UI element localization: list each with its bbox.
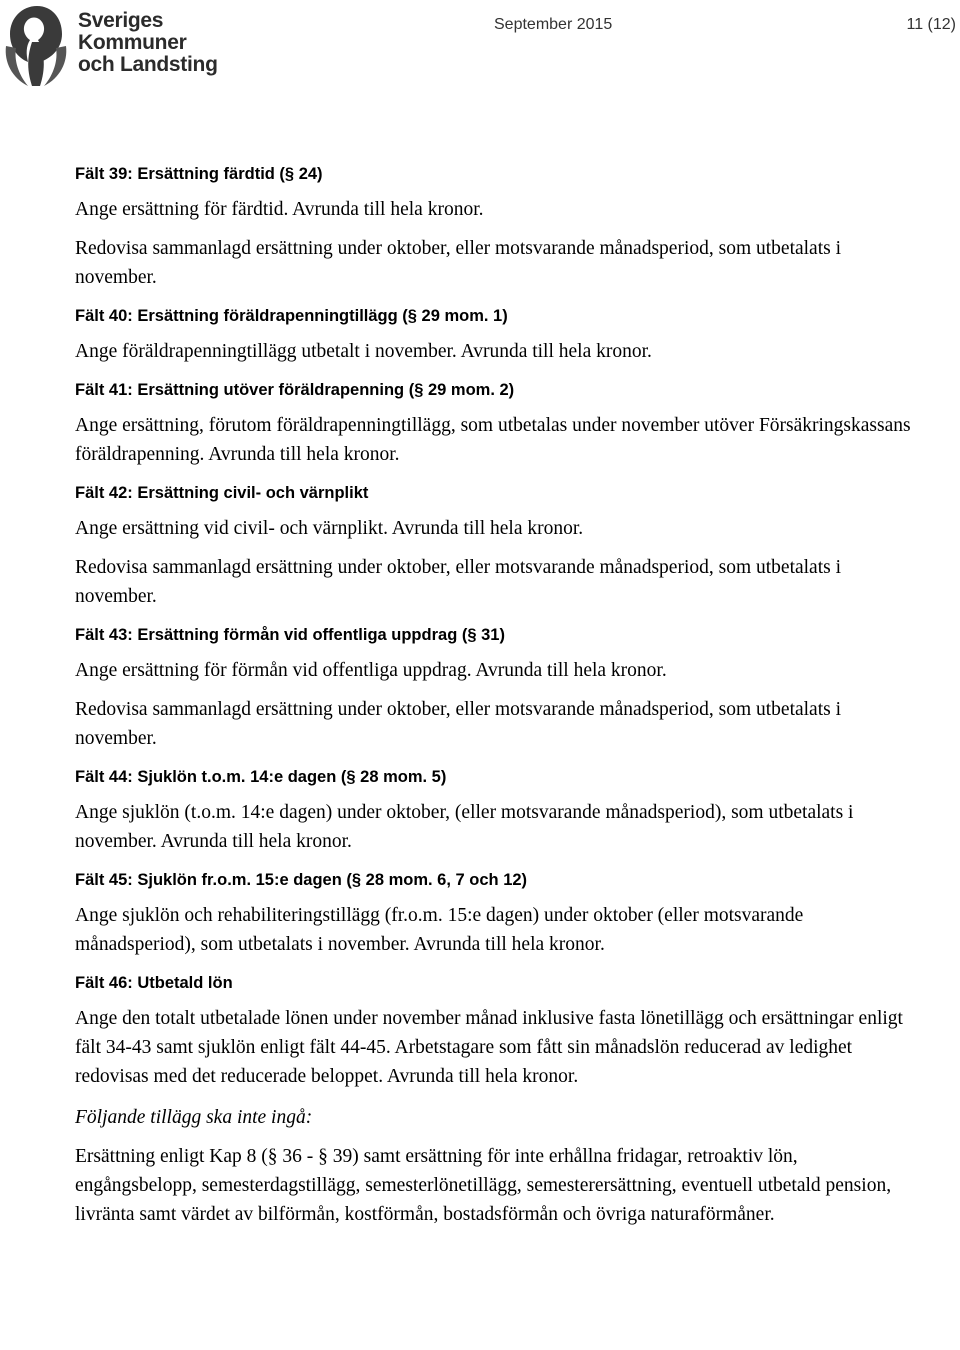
section-heading: Fält 41: Ersättning utöver föräldrapenning (§ 29 mom. 2) [75,381,515,399]
logo-wordmark [78,10,218,76]
section-paragraph: Redovisa sammanlagd ersättning under oktober, eller motsvarande månadsperiod, som utbetalats i november. [75,699,842,749]
header-page-number: 11 (12) [906,16,956,33]
logo-line-3: och Landsting [78,53,218,76]
section-heading: Fält 39: Ersättning färdtid (§ 24) [75,165,323,183]
section-heading: Fält 42: Ersättning civil- och värnplikt [75,484,369,502]
section-falt-40 [75,304,915,366]
logo-line-2: Kommuner [78,31,187,54]
section-paragraph: Ange den totalt utbetalade lönen under november månad inklusive fasta lönetillägg och ersättningar enligt fält 34-43 samt sjuklön enligt fält 44-45. Arbetstagare som fått sin månadslön reducerad av ledighet redovisas med det reducerade beloppet. Avrunda till hela kronor. [75,1008,903,1087]
header-date: September 2015 [494,16,613,33]
section-heading: Fält 43: Ersättning förmån vid offentliga uppdrag (§ 31) [75,626,505,644]
section-paragraph: Ange ersättning vid civil- och värnplikt. Avrunda till hela kronor. [75,518,584,539]
section-heading: Fält 44: Sjuklön t.o.m. 14:e dagen (§ 28 mom. 5) [75,768,447,786]
section-falt-46 [75,971,915,1091]
exclusions-label: Följande tillägg ska inte ingå: [75,1107,313,1128]
section-paragraph: Ange föräldrapenningtillägg utbetalt i november. Avrunda till hela kronor. [75,341,652,362]
section-paragraph: Ange ersättning för förmån vid offentliga uppdrag. Avrunda till hela kronor. [75,660,667,681]
section-falt-41 [75,378,915,469]
section-falt-42 [75,481,915,611]
section-falt-43 [75,623,915,753]
section-heading: Fält 45: Sjuklön fr.o.m. 15:e dagen (§ 28 mom. 6, 7 och 12) [75,871,528,889]
exclusions-text: Ersättning enligt Kap 8 (§ 36 - § 39) samt ersättning för inte erhållna fridagar, retroaktiv lön, engångsbelopp, semesterdagstillägg, semesterlönetillägg, semesterersättning, eventuell utbetald pension, livränta samt värdet av bilförmån, kostförmån, bostadsförmån och övriga naturaförmåner. [75,1146,892,1225]
section-paragraph: Ange ersättning för färdtid. Avrunda till hela kronor. [75,199,484,220]
skl-logo-icon [2,2,72,88]
section-paragraph: Redovisa sammanlagd ersättning under oktober, eller motsvarande månadsperiod, som utbetalats i november. [75,557,842,607]
section-heading: Fält 40: Ersättning föräldrapenningtillägg (§ 29 mom. 1) [75,307,508,325]
section-falt-45 [75,868,915,959]
section-paragraph: Redovisa sammanlagd ersättning under oktober, eller motsvarande månadsperiod, som utbetalats i november. [75,238,842,288]
section-falt-44 [75,765,915,856]
page-header [0,0,960,100]
section-paragraph: Ange ersättning, förutom föräldrapenningtillägg, som utbetalas under november utöver Försäkringskassans föräldrapenning. Avrunda till hela kronor. [75,415,911,465]
logo-line-1: Sveriges [78,9,164,32]
section-heading: Fält 46: Utbetald lön [75,974,233,992]
section-falt-39 [75,162,915,292]
section-paragraph: Ange sjuklön och rehabiliteringstillägg (fr.o.m. 15:e dagen) under oktober (eller motsvarande månadsperiod), som utbetalats i november. Avrunda till hela kronor. [75,905,804,955]
section-paragraph: Ange sjuklön (t.o.m. 14:e dagen) under oktober, (eller motsvarande månadsperiod), som utbetalats i november. Avrunda till hela kronor. [75,802,854,852]
document-body [75,162,915,1241]
